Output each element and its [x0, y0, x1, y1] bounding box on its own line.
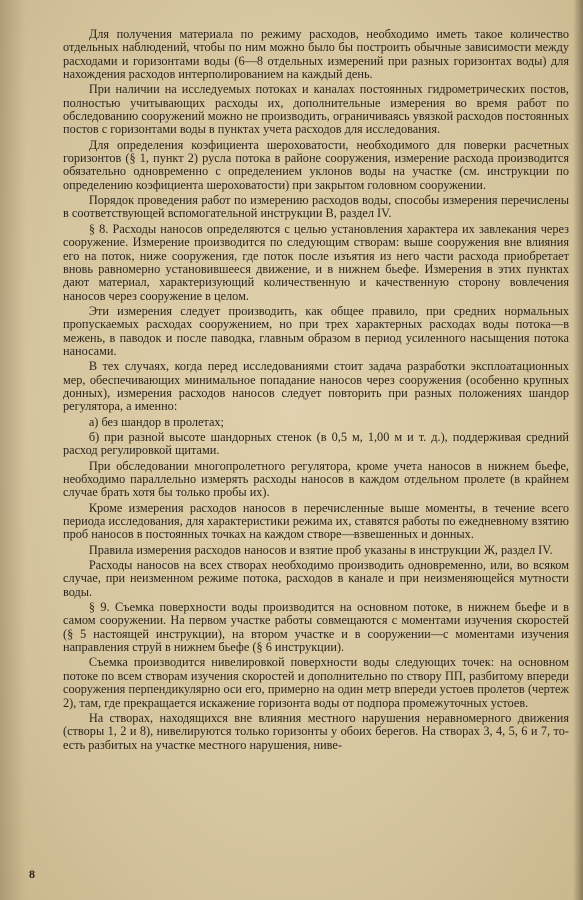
paragraph: При наличии на исследуемых потоках и каналах постоянных гидрометрических постов, полностью учитывающих расходы их, дополнительные измерения во время работ по обследованию сооружений можно не производить, ограничиваясь увязкой расходов постоянных постов с горизонтами воды в пунктах учета расходов для исследования.	[63, 82, 569, 137]
page-body-text	[63, 28, 569, 752]
paragraph: На створах, находящихся вне влияния местного нарушения неравномерного движения (створы 1, 2 и 8), нивелируются только горизонты у обоих берегов. На створах 3, 4, 5, 6 и 7, то-есть разбитых на участке местного нарушения, ниве-	[63, 710, 569, 752]
paragraph-section-8: § 8. Расходы наносов определяются с целью установления характера их завлекания через сооружение. Измерение производится по следующим створам: выше сооружения вне влияния его на поток, ниже сооружения, где поток после изъятия из него части расхода приобретает вновь равномерно установившееся движение, и в нижнем бьефе. Измерения в этих пунктах дают материал, характеризующий количественную и качественную сторону вовлечения наносов через сооружение в целом.	[63, 221, 569, 303]
paragraph: Эти измерения следует производить, как общее правило, при средних нормальных пропускаемых расходах сооружением, но при трех характерных расходах воды потока—в межень, в паводок и после паводка, главным образом в период усиленного насыщения потока наносами.	[63, 303, 569, 358]
paragraph: Съемка производится нивелировкой поверхности воды следующих точек: на основном потоке по всем створам изучения скоростей и дополнительно по створу ПП, разбитому впереди сооружения перпендикулярно оси его, примерно на один метр впереди устоев пролетов (чертеж 2), там, где прекращается искажение горизонта воды от подпора промежуточных устоев.	[63, 655, 569, 710]
paragraph: Правила измерения расходов наносов и взятие проб указаны в инструкции Ж, раздел IV.	[88, 542, 553, 557]
paragraph-section-9: § 9. Съемка поверхности воды производится на основном потоке, в нижнем бьефе и в самом сооружении. На первом участке работы совмещаются с моментами изучения скоростей (§ 5 настоящей инструкции), на втором участке и в сооружении—с моментами изучения направления струй в нижнем бьефе (§ 6 инструкции).	[63, 600, 569, 655]
paragraph: При обследовании многопролетного регулятора, кроме учета наносов в нижнем бьефе, необходимо параллельно измерять расходы наносов в каждом отдельном пролете (в крайнем случае брать хотя бы только пробы их).	[63, 458, 569, 500]
paragraph: Расходы наносов на всех створах необходимо производить одновременно, или, во всяком случае, при неизменном режиме потока, расходов в канале и при неизменяющейся мутности воды.	[63, 558, 569, 599]
paragraph: Для определения коэфициента шероховатости, необходимого для поверки расчетных горизонтов (§ 1, пункт 2) русла потока в районе сооружения, измерение расхода производится обязательно одновременно с определением уклонов воды на участке (см. инструкции по определению коэфициента шероховатости) при закрытом головном сооружении.	[63, 137, 569, 192]
paragraph: Порядок проведения работ по измерению расходов воды, способы измерения перечислены в соответствующей вспомогательной инструкции В, раздел IV.	[63, 193, 569, 221]
paragraph: Кроме измерения расходов наносов в перечисленные выше моменты, в течение всего периода исследования, для характеристики режима их, ставятся работы по ежедневному взятию проб наносов в постоянных точках на каждом створе—взвешенных и донных.	[63, 500, 569, 542]
list-item: а) без шандор в пролетах;	[88, 414, 224, 429]
paragraph: В тех случаях, когда перед исследованиями стоит задача разработки эксплоатационных мер, обеспечивающих минимальное попадание наносов через сооружения (особенно крупных донных), измерения расходов наносов следует повторить при разных положениях шандор регулятора, а именно:	[63, 359, 569, 414]
list-item: б) при разной высоте шандорных стенок (в 0,5 м, 1,00 м и т. д.), поддерживая средний расход регулировкой щитами.	[63, 429, 569, 458]
paragraph: Для получения материала по режиму расходов, необходимо иметь такое количество отдельных наблюдений, чтобы по ним можно было бы построить обычные зависимости между расходами и горизонтами воды (6—8 отдельных измерений при разных горизонтах воды) для нахождения расходов интерполированием на каждый день.	[63, 27, 569, 82]
page-number: 8	[29, 867, 35, 881]
